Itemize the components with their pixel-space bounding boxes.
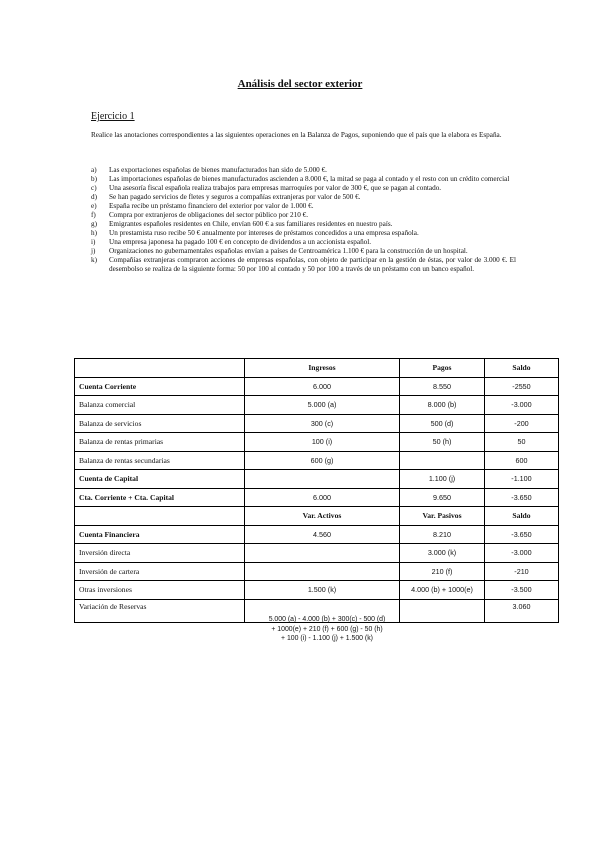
- list-item: c) Una asesoría fiscal española realiza trabajos para empresas marroquíes por valor de 300 €, que se pagan al contado.: [91, 184, 442, 192]
- table-row: Balanza de rentas primarias 100 (i) 50 (h) 50: [75, 433, 559, 452]
- exercise-heading: Ejercicio 1: [91, 111, 135, 122]
- header-ingresos: Ingresos: [245, 359, 400, 378]
- table-row: Cuenta de Capital 1.100 (j) -1.100: [75, 470, 559, 489]
- table-row: Cuenta Corriente 6.000 8.550 -2550: [75, 377, 559, 396]
- list-item: d) Se han pagado servicios de fletes y seguros a compañías extranjeras por valor de 500 €.: [91, 193, 361, 201]
- header-var-activos: Var. Activos: [245, 507, 400, 526]
- list-item: i) Una empresa japonesa ha pagado 100 € en concepto de dividendos a un accionista español.: [91, 238, 372, 246]
- header-saldo: Saldo: [485, 359, 559, 378]
- header-saldo: Saldo: [485, 507, 559, 526]
- operations-list: [91, 166, 516, 274]
- header-pagos: Pagos: [400, 359, 485, 378]
- table-row: Inversión de cartera 210 (f) -210: [75, 562, 559, 581]
- table-header-row: [75, 359, 559, 378]
- list-item: k) Compañías extranjeras compraron acciones de empresas españolas, con objeto de participar en la gestión de éstas, por valor de 3.000 €. El desembolso se realiza de la siguiente forma: 50 por 100 al contado y 50 por 100 a través de un préstamo con un banco español.: [91, 256, 516, 273]
- intro-paragraph: Realice las anotaciones correspondientes a las siguientes operaciones en la Balanza de Pagos, suponiendo que el país que la elabora es España.: [91, 131, 502, 139]
- list-item: a) Las exportaciones españolas de bienes manufacturados han sido de 5.000 €.: [91, 166, 327, 174]
- list-item: g) Emigrantes españoles residentes en Chile, envían 600 € a sus familiares residentes en nuestro país.: [91, 220, 393, 228]
- list-item: e) España recibe un préstamo financiero del exterior por valor de 1.000 €.: [91, 202, 314, 210]
- header-var-pasivos: Var. Pasivos: [400, 507, 485, 526]
- table-row: Balanza de rentas secundarias 600 (g) 600: [75, 451, 559, 470]
- list-item: f) Compra por extranjeros de obligaciones del sector público por 210 €.: [91, 211, 309, 219]
- table-row: Balanza comercial 5.000 (a) 8.000 (b) -3.000: [75, 396, 559, 415]
- table-row: Variación de Reservas 3.060: [75, 599, 559, 622]
- table-header-row: [75, 507, 559, 526]
- balance-of-payments-table: [74, 358, 559, 623]
- list-item: b) Las importaciones españolas de bienes manufacturados ascienden a 8.000 €, la mitad se paga al contado y el resto con un crédito comercial: [91, 175, 510, 183]
- table-row: Cta. Corriente + Cta. Capital 6.000 9.650 -3.650: [75, 488, 559, 507]
- table-row: Otras inversiones 1.500 (k) 4.000 (b) + 1000(e) -3.500: [75, 581, 559, 600]
- reserves-formula: 5.000 (a) - 4.000 (b) + 300(c) - 500 (d) + 1000(e) + 210 (f) + 600 (g) - 50 (h) + 100 (i) - 1.100 (j) + 1.500 (k): [268, 616, 386, 642]
- document-title: Análisis del sector exterior: [237, 78, 363, 90]
- list-item: j) Organizaciones no gubernamentales españolas envían a países de Centroamérica 1.100 € para la construcción de un hospital.: [91, 247, 468, 255]
- table-row: Cuenta Financiera 4.560 8.210 -3.650: [75, 525, 559, 544]
- table-row: Balanza de servicios 300 (c) 500 (d) -200: [75, 414, 559, 433]
- table-row: Inversión directa 3.000 (k) -3.000: [75, 544, 559, 563]
- list-item: h) Un prestamista ruso recibe 50 € anualmente por intereses de préstamos concedidos a una empresa española.: [91, 229, 419, 237]
